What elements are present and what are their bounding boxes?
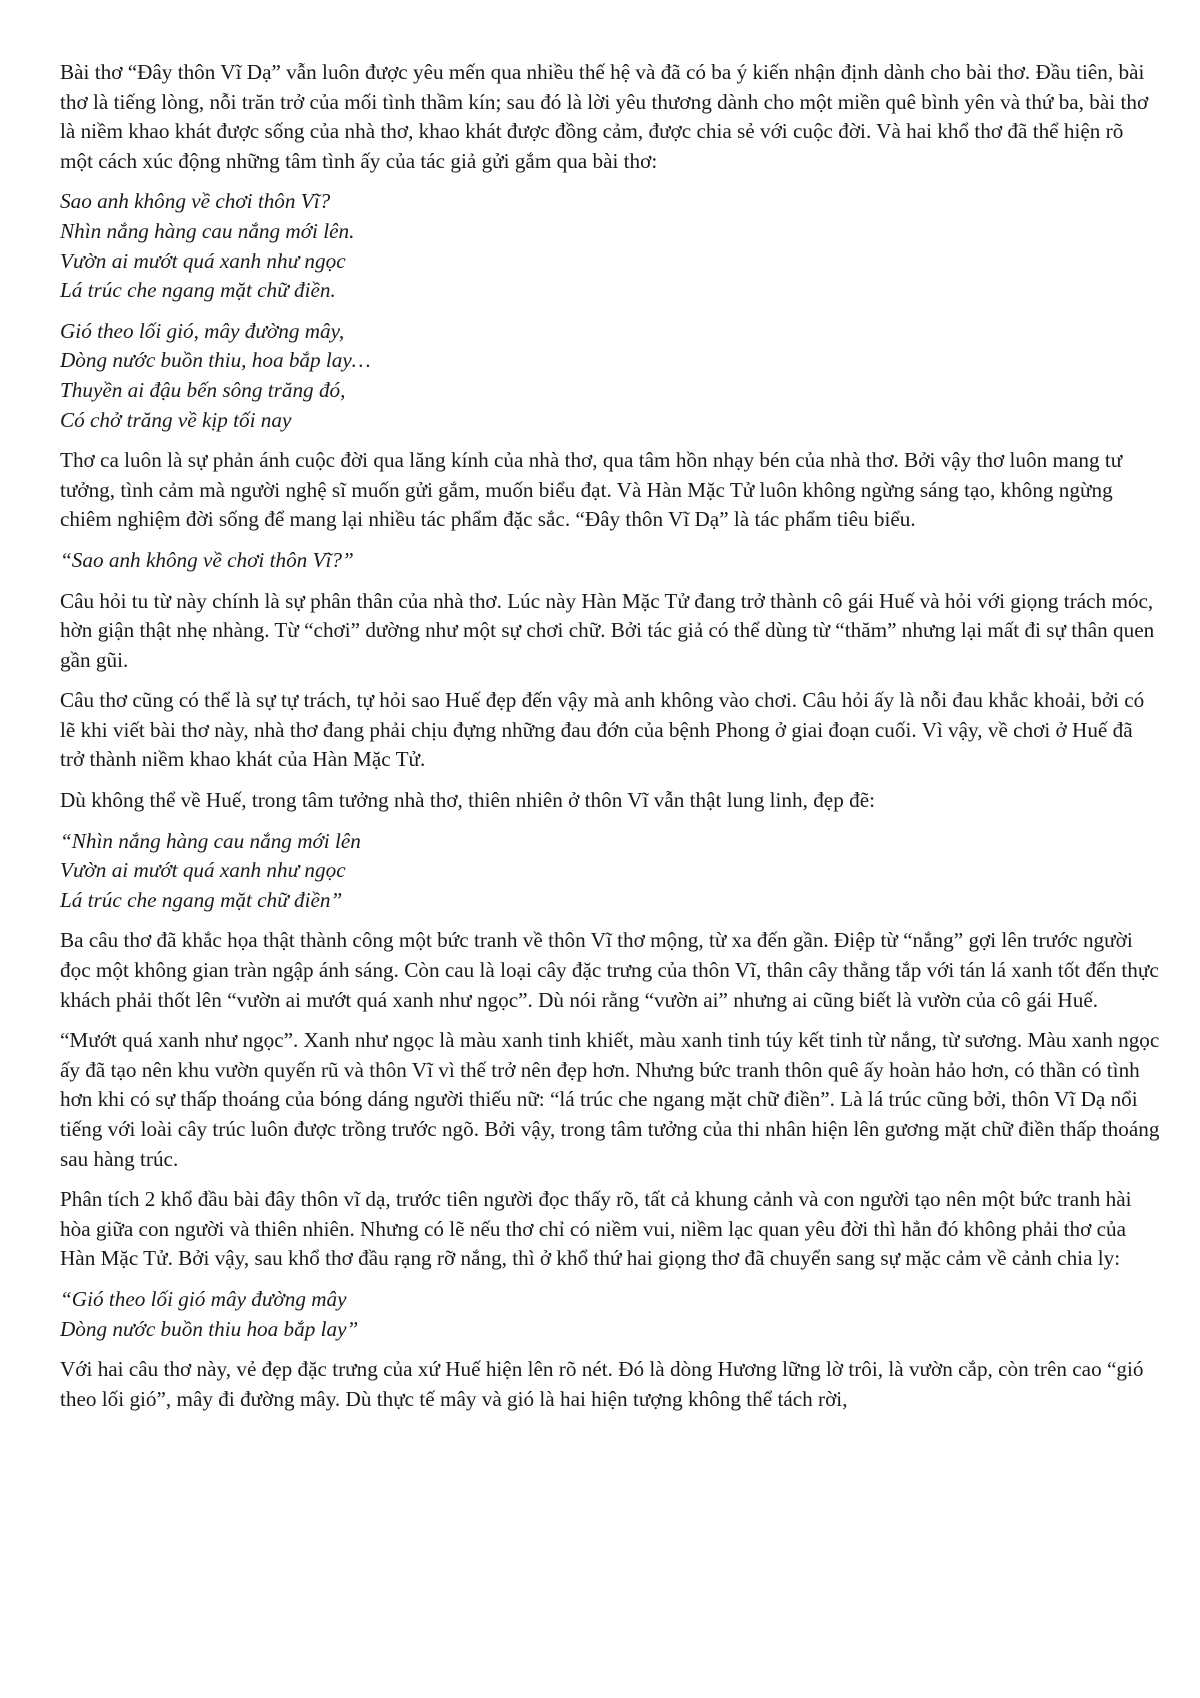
- verse-line: Thuyền ai đậu bến sông trăng đó,: [60, 377, 346, 402]
- verse-line: Gió theo lối gió, mây đường mây,: [60, 318, 345, 343]
- verse-line: Lá trúc che ngang mặt chữ điền.: [60, 278, 336, 303]
- paragraph-nature-intro: Dù không thể về Huế, trong tâm tưởng nhà thơ, thiên nhiên ở thôn Vĩ vẫn thật lung linh, đẹp đẽ:: [60, 788, 875, 813]
- paragraph-hue-beauty: Với hai câu thơ này, vẻ đẹp đặc trưng của xứ Huế hiện lên rõ nét. Đó là dòng Hương lững lờ trôi, là vườn cắp, còn trên cao “gió theo lối gió”, mây đi đường mây. Dù thực tế mây và gió là hai hiện tượng không thể tách rời,: [60, 1357, 1144, 1411]
- verse-line: Dòng nước buồn thiu, hoa bắp lay…: [60, 348, 371, 373]
- verse-line: Dòng nước buồn thiu hoa bắp lay”: [60, 1316, 359, 1341]
- verse-line: Vườn ai mướt quá xanh như ngọc: [60, 858, 346, 883]
- verse-line: Có chở trăng về kịp tối nay: [60, 407, 292, 432]
- paragraph-rhetorical-question: Câu hỏi tu từ này chính là sự phân thân của nhà thơ. Lúc này Hàn Mặc Tử đang trở thành cô gái Huế và hỏi với giọng trách móc, hờn giận thật nhẹ nhàng. Từ “chơi” dường như một sự chơi chữ. Bởi tác giả có thể dùng từ “thăm” nhưng lại mất đi sự thân quen gần gũi.: [60, 588, 1155, 672]
- verse-quote-2: [60, 827, 1160, 916]
- verse-line: “Nhìn nắng hàng cau nắng mới lên: [60, 828, 361, 853]
- verse-stanza-2: [60, 317, 1160, 435]
- verse-line: Lá trúc che ngang mặt chữ điền”: [60, 887, 343, 912]
- verse-line: Sao anh không về chơi thôn Vĩ?: [60, 189, 331, 214]
- verse-line: “Gió theo lối gió mây đường mây: [60, 1286, 347, 1311]
- verse-stanza-1: [60, 187, 1160, 305]
- verse-line: “Sao anh không về chơi thôn Vĩ?”: [60, 547, 354, 572]
- paragraph-poetry-reflection: Thơ ca luôn là sự phản ánh cuộc đời qua lăng kính của nhà thơ, qua tâm hồn nhạy bén của nhà thơ. Bởi vậy thơ luôn mang tư tưởng, tình cảm mà người nghệ sĩ muốn gửi gắm, muốn biểu đạt. Và Hàn Mặc Tử luôn không ngừng sáng tạo, không ngừng chiêm nghiệm đời sống để mang lại nhiều tác phẩm đặc sắc. “Đây thôn Vĩ Dạ” là tác phẩm tiêu biểu.: [60, 448, 1123, 532]
- document-page: [60, 58, 1160, 1425]
- verse-quote-1: [60, 546, 1160, 576]
- paragraph-intro: Bài thơ “Đây thôn Vĩ Dạ” vẫn luôn được yêu mến qua nhiều thế hệ và đã có ba ý kiến nhận định dành cho bài thơ. Đầu tiên, bài thơ là tiếng lòng, nỗi trăn trở của mối tình thầm kín; sau đó là lời yêu thương dành cho một miền quê bình yên và thứ ba, bài thơ là niềm khao khát được sống của nhà thơ, khao khát được đồng cảm, được chia sẻ với cuộc đời. Và hai khổ thơ đã thể hiện rõ một cách xúc động những tâm tình ấy của tác giả gửi gắm qua bài thơ:: [60, 60, 1149, 173]
- paragraph-jade-green: “Mướt quá xanh như ngọc”. Xanh như ngọc là màu xanh tinh khiết, màu xanh tinh túy kết tinh từ nắng, từ sương. Màu xanh ngọc ấy đã tạo nên khu vườn quyến rũ và thôn Vĩ vì thế trở nên đẹp hơn. Nhưng bức tranh thôn quê ấy hoàn hảo hơn, có thần có tình hơn khi có sự thấp thoáng của bóng dáng người thiếu nữ: “lá trúc che ngang mặt chữ điền”. Là lá trúc cũng bởi, thôn Vĩ Dạ nổi tiếng với loài cây trúc luôn được trồng trước ngõ. Bởi vậy, trong tâm tưởng của thi nhân hiện lên gương mặt chữ điền thấp thoáng sau hàng trúc.: [60, 1028, 1160, 1171]
- paragraph-self-reproach: Câu thơ cũng có thể là sự tự trách, tự hỏi sao Huế đẹp đến vậy mà anh không vào chơi. Câu hỏi ấy là nỗi đau khắc khoải, bởi có lẽ khi viết bài thơ này, nhà thơ đang phải chịu đựng những đau đớn của bệnh Phong ở giai đoạn cuối. Vì vậy, về chơi ở Huế đã trở thành niềm khao khát của Hàn Mặc Tử.: [60, 688, 1145, 772]
- paragraph-harmony: Phân tích 2 khổ đầu bài đây thôn vĩ dạ, trước tiên người đọc thấy rõ, tất cả khung cảnh và con người tạo nên một bức tranh hài hòa giữa con người và thiên nhiên. Nhưng có lẽ nếu thơ chỉ có niềm vui, niềm lạc quan yêu đời thì hẳn đó không phải thơ của Hàn Mặc Tử. Bởi vậy, sau khổ thơ đầu rạng rỡ nắng, thì ở khổ thứ hai giọng thơ đã chuyển sang sự mặc cảm về cảnh chia ly:: [60, 1187, 1132, 1271]
- paragraph-scene-analysis: Ba câu thơ đã khắc họa thật thành công một bức tranh về thôn Vĩ thơ mộng, từ xa đến gần. Điệp từ “nắng” gợi lên trước người đọc một không gian tràn ngập ánh sáng. Còn cau là loại cây đặc trưng của thôn Vĩ, thân cây thẳng tắp với tán lá xanh tốt đến thực khách phải thốt lên “vườn ai mướt quá xanh như ngọc”. Dù nói rằng “vườn ai” nhưng ai cũng biết là vườn của cô gái Huế.: [60, 928, 1159, 1012]
- verse-quote-3: [60, 1285, 1160, 1344]
- verse-line: Nhìn nắng hàng cau nắng mới lên.: [60, 218, 355, 243]
- verse-line: Vườn ai mướt quá xanh như ngọc: [60, 248, 346, 273]
